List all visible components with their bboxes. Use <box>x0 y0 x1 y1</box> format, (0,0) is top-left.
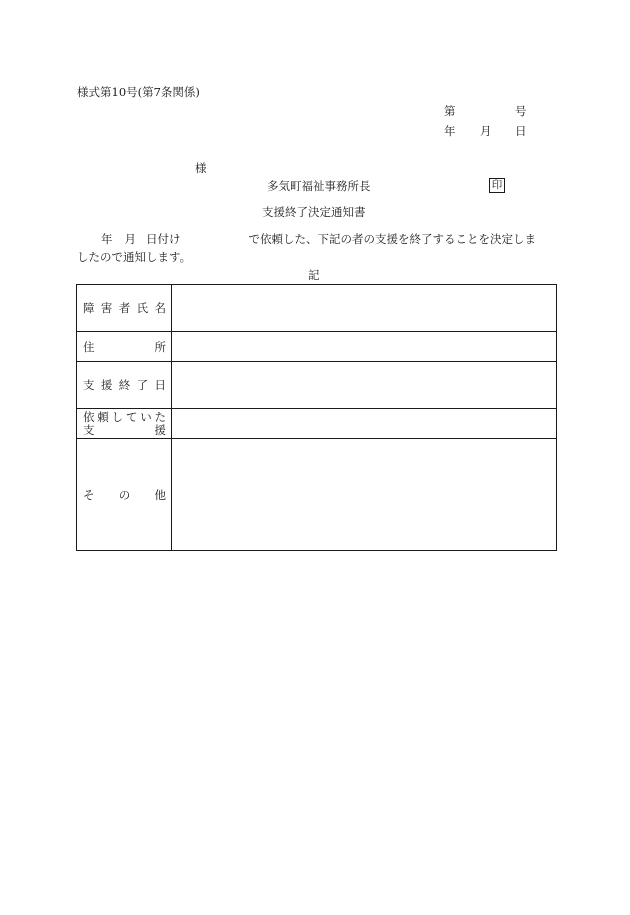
table-label-cell <box>77 439 172 551</box>
value-other <box>172 439 557 551</box>
issue-date-month: 月 <box>480 124 492 138</box>
label-support-end-date: 支援終了日 <box>83 378 166 392</box>
table-row <box>77 285 557 332</box>
body-text-line2: したので通知します。 <box>77 250 192 264</box>
issue-date-day: 日 <box>515 124 527 138</box>
body-date-day: 日付け <box>146 232 181 246</box>
table-row <box>77 439 557 551</box>
label-requested-support-line2: 支援 <box>83 422 166 437</box>
table-label-cell <box>77 409 172 439</box>
table-row <box>77 362 557 409</box>
info-table <box>76 284 557 551</box>
body-date-year: 年 <box>101 232 113 246</box>
addressee-honorific: 様 <box>195 161 207 175</box>
document-number-label: 第 <box>444 104 456 118</box>
label-address: 住所 <box>83 339 166 354</box>
table-row <box>77 332 557 362</box>
value-address <box>172 332 557 362</box>
label-disabled-person-name: 障害者氏名 <box>83 301 166 315</box>
issue-date-year: 年 <box>444 124 456 138</box>
label-requested-support-line1: 依頼していた <box>83 409 166 424</box>
table-row <box>77 409 557 439</box>
table-label-cell <box>77 285 172 332</box>
form-number: 様式第10号(第7条関係) <box>77 85 200 99</box>
value-disabled-person-name <box>172 285 557 332</box>
value-requested-support <box>172 409 557 439</box>
body-text-line1: で依頼した、下記の者の支援を終了することを決定しま <box>248 232 536 246</box>
seal-mark: 印 <box>489 178 505 193</box>
table-label-cell <box>77 332 172 362</box>
body-line-1 <box>77 230 555 248</box>
issuer-name: 多気町福祉事務所長 <box>267 179 371 193</box>
body-date-month: 月 <box>124 232 136 246</box>
document-number-suffix: 号 <box>515 104 527 118</box>
value-support-end-date <box>172 362 557 409</box>
document-title: 支援終了決定通知書 <box>262 205 366 219</box>
body-text <box>77 230 555 266</box>
label-other: その他 <box>83 487 166 502</box>
table-label-cell <box>77 362 172 409</box>
ki-heading: 記 <box>308 268 320 282</box>
